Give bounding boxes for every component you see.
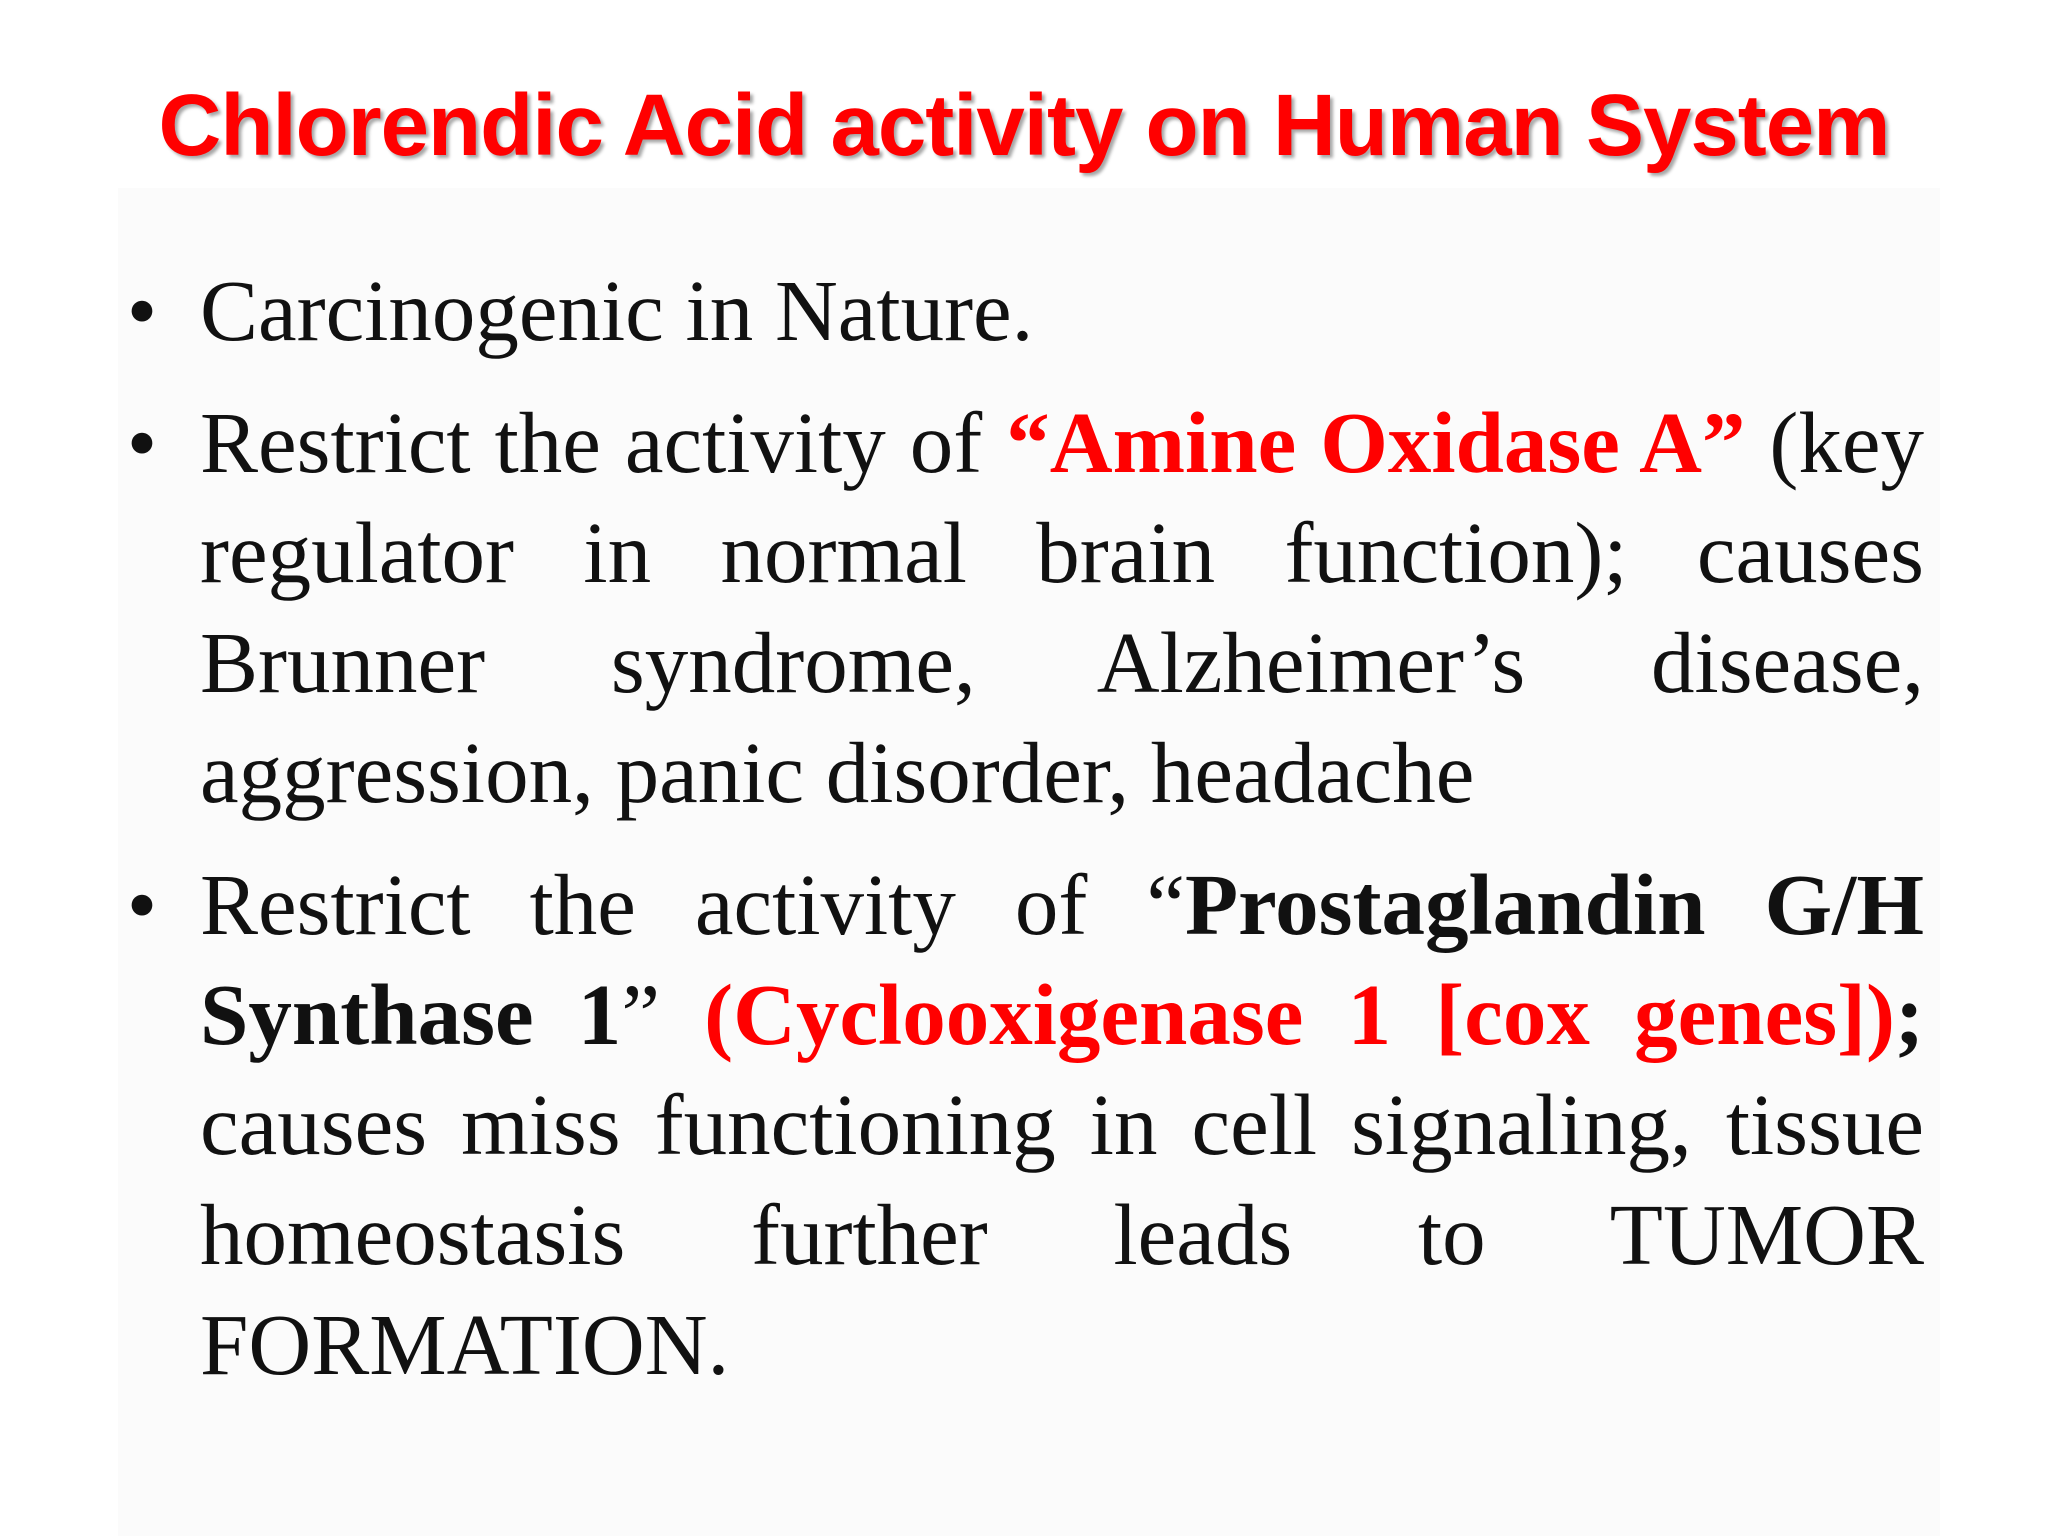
bullet-dot-icon: •: [126, 262, 158, 359]
bullet-dot-icon: •: [126, 394, 158, 491]
bullet-prostaglandin: [126, 850, 1924, 1400]
bullet-text-prefix: Restrict the activity of: [200, 394, 1007, 491]
bullet-text: Carcinogenic in Nature.: [200, 262, 1034, 359]
bullet-text-suffix: (key regulator in normal brain function); causes Brunner syndrome, Alzheimer’s disease, aggression, panic disorder, headache: [200, 394, 1924, 821]
bullet-list: [126, 256, 1924, 1422]
gene-name-highlight: (Cyclooxigenase 1 [cox genes]): [704, 966, 1895, 1063]
closing-quote: ”: [621, 966, 705, 1063]
bullet-dot-icon: •: [126, 856, 158, 953]
enzyme-name-highlight: “Amine Oxidase A”: [1006, 394, 1746, 491]
bullet-text-suffix: causes miss functioning in cell signaling, tissue homeostasis further leads to TUMOR FORMATION.: [200, 1076, 1924, 1393]
slide-title: Chlorendic Acid activity on Human System: [158, 77, 1890, 174]
semicolon: ;: [1895, 966, 1924, 1063]
bullet-text-prefix: Restrict the activity of “: [200, 856, 1185, 953]
bullet-carcinogenic: [126, 256, 1924, 366]
enzyme-name-bold: Prostaglandin G/H Synthase 1: [200, 856, 1924, 1063]
bullet-amine-oxidase: [126, 388, 1924, 828]
